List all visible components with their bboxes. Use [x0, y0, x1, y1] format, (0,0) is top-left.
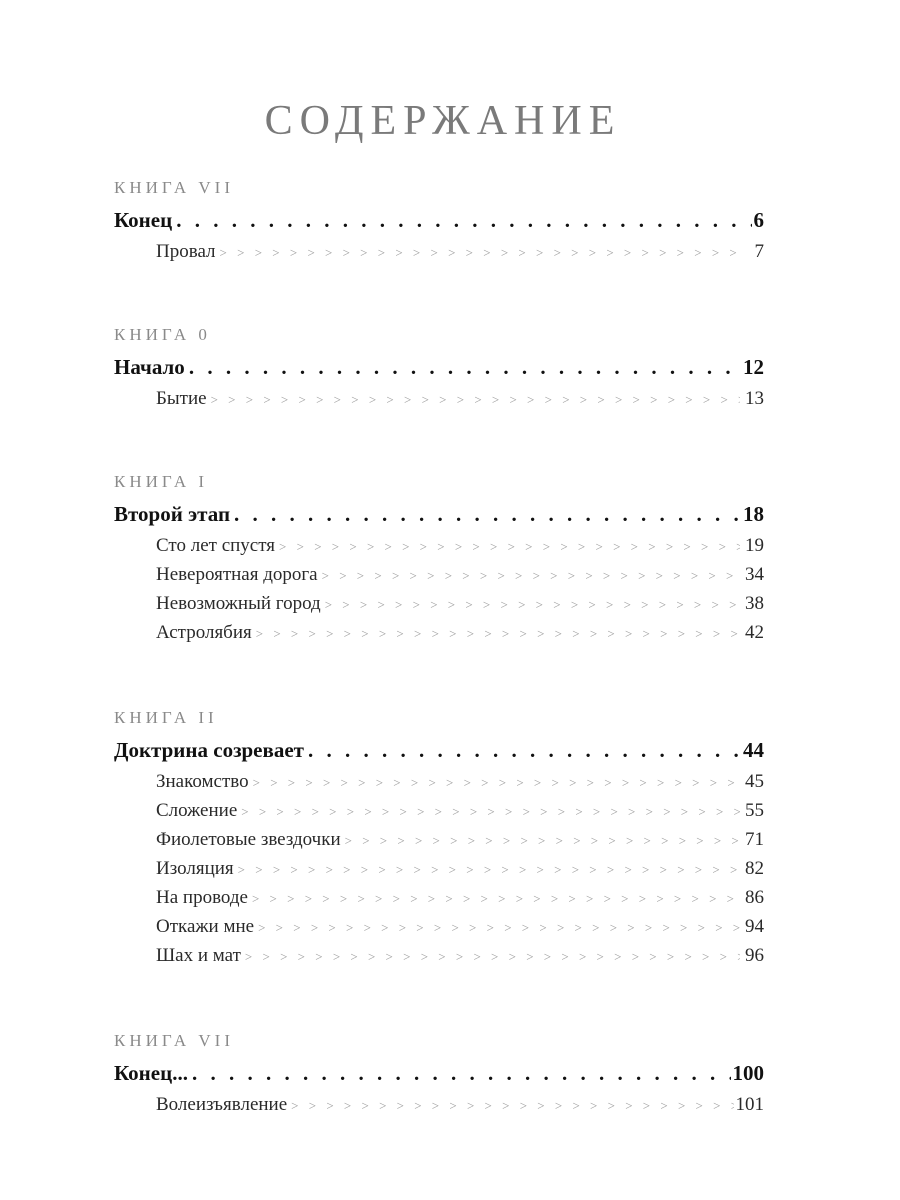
toc-chapter-entry[interactable] [114, 497, 764, 531]
toc-section-entry[interactable] [114, 767, 764, 796]
arrow-leader [345, 826, 740, 855]
book-label: КНИГА VII [114, 1031, 234, 1050]
section-title: Знакомство [156, 771, 249, 792]
arrow-leader [258, 913, 740, 942]
toc-section-entry[interactable] [114, 825, 764, 854]
chapter-page-number: 12 [743, 355, 764, 379]
toc-section-entry[interactable] [114, 589, 764, 618]
toc-section-entry[interactable] [114, 1090, 764, 1119]
chapter-title: Второй этап [114, 502, 231, 526]
arrow-leader [291, 1091, 733, 1120]
section-title: Бытие [156, 388, 207, 409]
section-title: Астролябия [156, 622, 252, 643]
section-title: Шах и мат [156, 945, 241, 966]
chapter-page-number: 44 [743, 738, 764, 762]
chapter-page-number: 18 [743, 502, 764, 526]
toc-book [114, 1028, 764, 1119]
dot-leader [176, 203, 751, 237]
section-page-number: 94 [745, 916, 764, 937]
arrow-leader [279, 532, 740, 561]
section-title: Волеизъявление [156, 1094, 288, 1115]
dot-leader [189, 350, 741, 384]
toc-chapter-entry[interactable] [114, 1056, 764, 1090]
section-page-number: 82 [745, 858, 764, 879]
book-label: КНИГА II [114, 708, 218, 727]
section-page-number: 13 [745, 388, 764, 409]
arrow-leader [238, 855, 740, 884]
arrow-leader [211, 385, 740, 414]
section-title: Изоляция [156, 858, 234, 879]
chapter-title: Доктрина созревает [114, 738, 304, 762]
toc-book [114, 322, 764, 413]
toc-book [114, 705, 764, 970]
toc-section-entry[interactable] [114, 237, 764, 266]
section-page-number: 96 [745, 945, 764, 966]
dot-leader [308, 733, 741, 767]
toc-section-entry[interactable] [114, 531, 764, 560]
section-title: Сто лет спустя [156, 535, 276, 556]
section-title: Провал [156, 241, 216, 262]
section-page-number: 7 [754, 241, 764, 262]
section-page-number: 45 [745, 771, 764, 792]
chapter-page-number: 100 [732, 1061, 764, 1085]
arrow-leader [220, 238, 740, 267]
section-title: На проводе [156, 887, 248, 908]
section-title: Откажи мне [156, 916, 255, 937]
section-page-number: 55 [745, 800, 764, 821]
toc-section-entry[interactable] [114, 618, 764, 647]
arrow-leader [245, 942, 740, 971]
arrow-leader [253, 768, 740, 797]
section-title: Сложение [156, 800, 238, 821]
toc-chapter-entry[interactable] [114, 733, 764, 767]
book-label: КНИГА VII [114, 178, 234, 197]
toc-book [114, 175, 764, 266]
toc-section-entry[interactable] [114, 796, 764, 825]
section-page-number: 42 [745, 622, 764, 643]
arrow-leader [256, 619, 740, 648]
section-title: Невероятная дорога [156, 564, 318, 585]
page-title: СОДЕРЖАНИЕ [264, 98, 622, 144]
section-page-number: 101 [735, 1094, 764, 1115]
toc-book [114, 469, 764, 647]
section-page-number: 38 [745, 593, 764, 614]
chapter-title: Конец [114, 208, 173, 232]
section-title: Фиолетовые звездочки [156, 829, 341, 850]
toc-section-entry[interactable] [114, 912, 764, 941]
arrow-leader [241, 797, 740, 826]
arrow-leader [252, 884, 740, 913]
chapter-title: Начало [114, 355, 185, 379]
arrow-leader [325, 590, 740, 619]
toc-section-entry[interactable] [114, 941, 764, 970]
toc-chapter-entry[interactable] [114, 203, 764, 237]
book-label: КНИГА I [114, 472, 209, 491]
toc-chapter-entry[interactable] [114, 350, 764, 384]
toc-section-entry[interactable] [114, 560, 764, 589]
toc-section-entry[interactable] [114, 384, 764, 413]
toc-section-entry[interactable] [114, 854, 764, 883]
chapter-title: Конец... [114, 1061, 188, 1085]
section-page-number: 86 [745, 887, 764, 908]
toc-section-entry[interactable] [114, 883, 764, 912]
section-page-number: 34 [745, 564, 764, 585]
section-title: Невозможный город [156, 593, 321, 614]
dot-leader [234, 497, 741, 531]
dot-leader [192, 1056, 731, 1090]
chapter-page-number: 6 [753, 208, 764, 232]
section-page-number: 19 [745, 535, 764, 556]
arrow-leader [322, 561, 740, 590]
book-label: КНИГА 0 [114, 325, 211, 344]
section-page-number: 71 [745, 829, 764, 850]
